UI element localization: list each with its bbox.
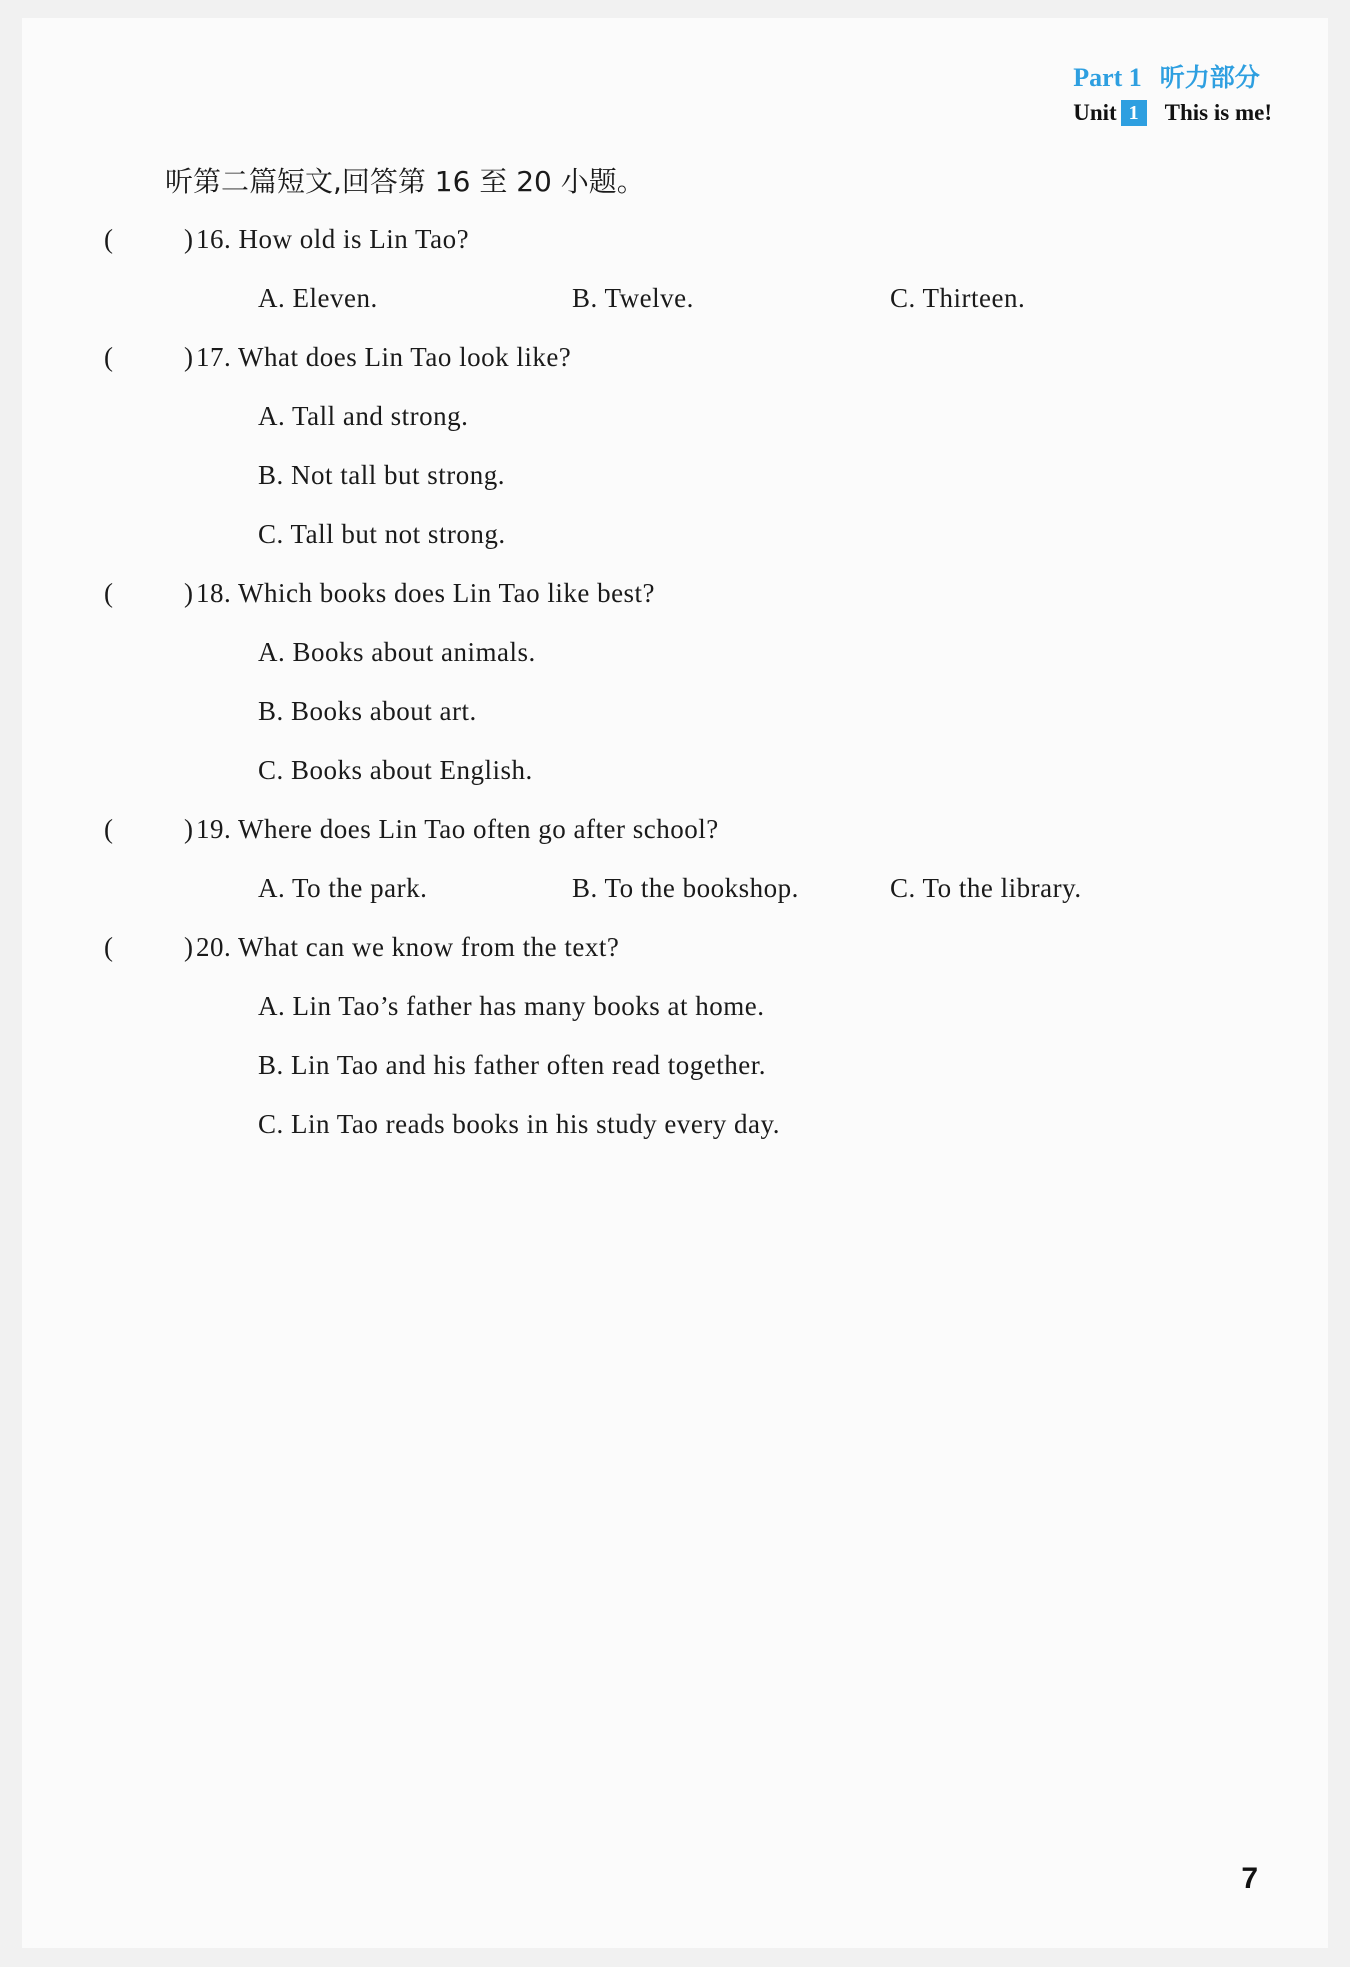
section-instruction: 听第二篇短文,回答第 16 至 20 小题。 [165, 165, 645, 198]
question-text: 19. Where does Lin Tao often go after school? [196, 814, 719, 844]
unit-title: This is me! [1164, 100, 1272, 125]
page-number: 7 [1241, 1862, 1258, 1895]
answer-paren-close: ) [184, 224, 194, 254]
part-label-cn: 听力部分 [1159, 63, 1260, 92]
answer-paren-open: ( [104, 578, 114, 608]
answer-paren-open: ( [104, 224, 114, 254]
option-a: A. Tall and strong. [258, 401, 469, 431]
unit-number-badge: 1 [1121, 100, 1147, 126]
option-c: C. Books about English. [258, 755, 533, 785]
answer-paren-close: ) [184, 932, 194, 962]
question-text: 17. What does Lin Tao look like? [196, 342, 572, 372]
answer-paren-close: ) [184, 342, 194, 372]
question-text: 18. Which books does Lin Tao like best? [196, 578, 656, 608]
option-a: A. Books about animals. [258, 637, 536, 667]
answer-paren-open: ( [104, 814, 114, 844]
option-a: A. Eleven. [258, 283, 378, 313]
part-heading [1073, 58, 1272, 94]
unit-heading [1073, 100, 1272, 126]
option-b: B. Not tall but strong. [258, 460, 505, 490]
page-header [1073, 58, 1272, 126]
question-text: 20. What can we know from the text? [196, 932, 620, 962]
question-text: 16. How old is Lin Tao? [196, 224, 470, 254]
part-label: Part 1 [1073, 63, 1142, 92]
option-b: B. To the bookshop. [572, 873, 799, 903]
answer-paren-close: ) [184, 814, 194, 844]
option-c: C. Lin Tao reads books in his study every day. [258, 1109, 781, 1139]
option-b: B. Lin Tao and his father often read together. [258, 1050, 766, 1080]
option-a: A. To the park. [258, 873, 428, 903]
answer-paren-open: ( [104, 932, 114, 962]
answer-paren-close: ) [184, 578, 194, 608]
option-a: A. Lin Tao’s father has many books at home. [258, 991, 765, 1021]
option-b: B. Books about art. [258, 696, 477, 726]
option-c: C. Thirteen. [890, 283, 1026, 313]
unit-label: Unit [1073, 100, 1117, 125]
option-b: B. Twelve. [572, 283, 694, 313]
answer-paren-open: ( [104, 342, 114, 372]
option-c: C. Tall but not strong. [258, 519, 506, 549]
option-c: C. To the library. [890, 873, 1082, 903]
